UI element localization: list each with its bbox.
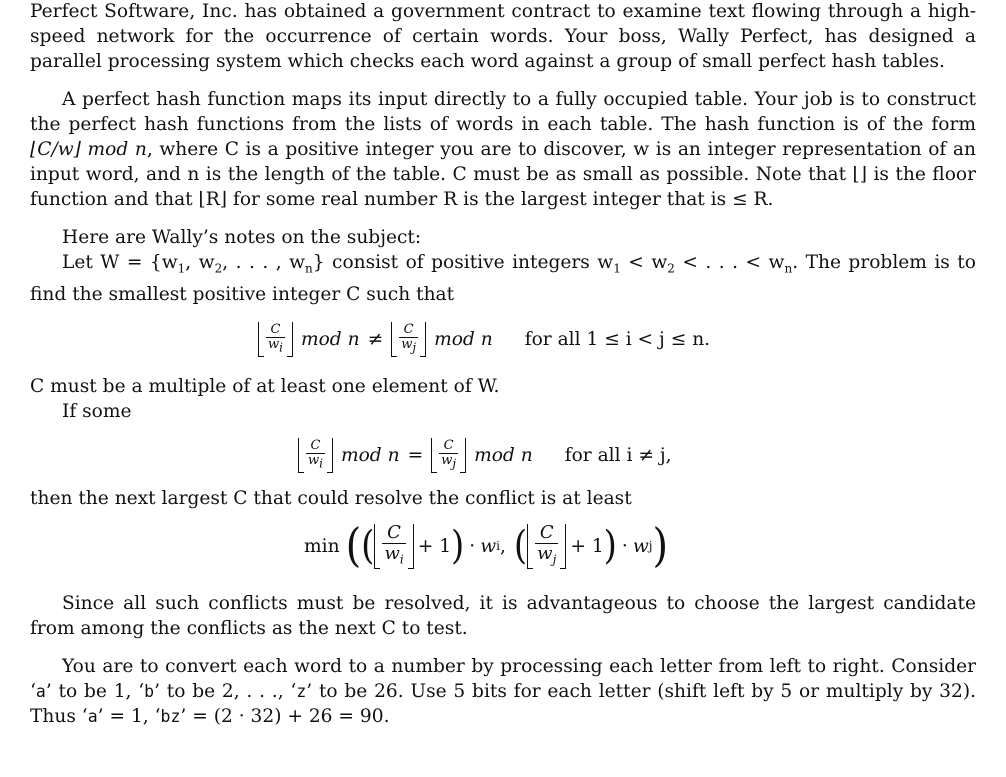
problem-statement [30,0,976,729]
equation-inequality: $\frac{C}{w_i}$ mod n ≠ $\frac{C}{w_j}$ mod n for all 1 ≤ i < j ≤ n. [30,316,976,364]
notes-heading: Here are Wally’s notes on the subject: [62,227,422,248]
if-some-text: If some [62,400,132,422]
equation-min: min ( ( $\frac{C}{w_i}$ + 1 ) · w i , ( $\frac{C}{w_j}$ + 1 ) · w j ) [304,519,669,573]
hash-function-paragraph: A perfect hash function maps its input directly to a fully occupied table. Your job is to construct the perfect hash functions from the lists of words in each table. The hash function is of the form ⌊C/w⌋ mod n, where C is a positive integer you are to discover, w is an integer representation of an input word, and n is the length of the table. C must be as small as possible. Note that ⌊⌋ is the floor function and that ⌊R⌋ for some real number R is the largest integer that is ≤ R. [30,89,976,210]
next-c-text: then the next largest C that could resolve the conflict is at least [30,487,632,509]
conversion-paragraph: You are to convert each word to a number by processing each letter from left to right. Consider ‘a’ to be 1, ‘b’ to be 2, . . ., ‘z’ to be 26. Use 5 bits for each letter (shift left by 5 or multiply by 32). Thus ‘a’ = 1, ‘bz’ = (2 · 32) + 26 = 90. [30,655,976,727]
problem-definition: Let $W = \{w_1$, $w_2$, . . . , $w_n$} consist of positive integers $w_1 < w_2$ < . . . < $w_n$. The problem is to find the smallest positive integer C such that [30,252,976,305]
equation-conflict: $\frac{C}{w_i}$ mod n = $\frac{C}{w_j}$ mod n for all i ≠ j, [30,430,976,482]
hash-formula: ⌊C/w⌋ mod n [30,139,147,160]
intro-paragraph: Perfect Software, Inc. has obtained a government contract to examine text flowing through a high-speed network for the occurrence of certain words. Your boss, Wally Perfect, has designed a parallel processing system which checks each word against a group of small perfect hash tables. [30,1,976,72]
conflicts-paragraph: Since all such conflicts must be resolved, it is advantageous to choose the largest candidate from among the conflicts as the next C to test. [30,592,976,639]
multiple-note: C must be a multiple of at least one element of W. [30,375,500,397]
